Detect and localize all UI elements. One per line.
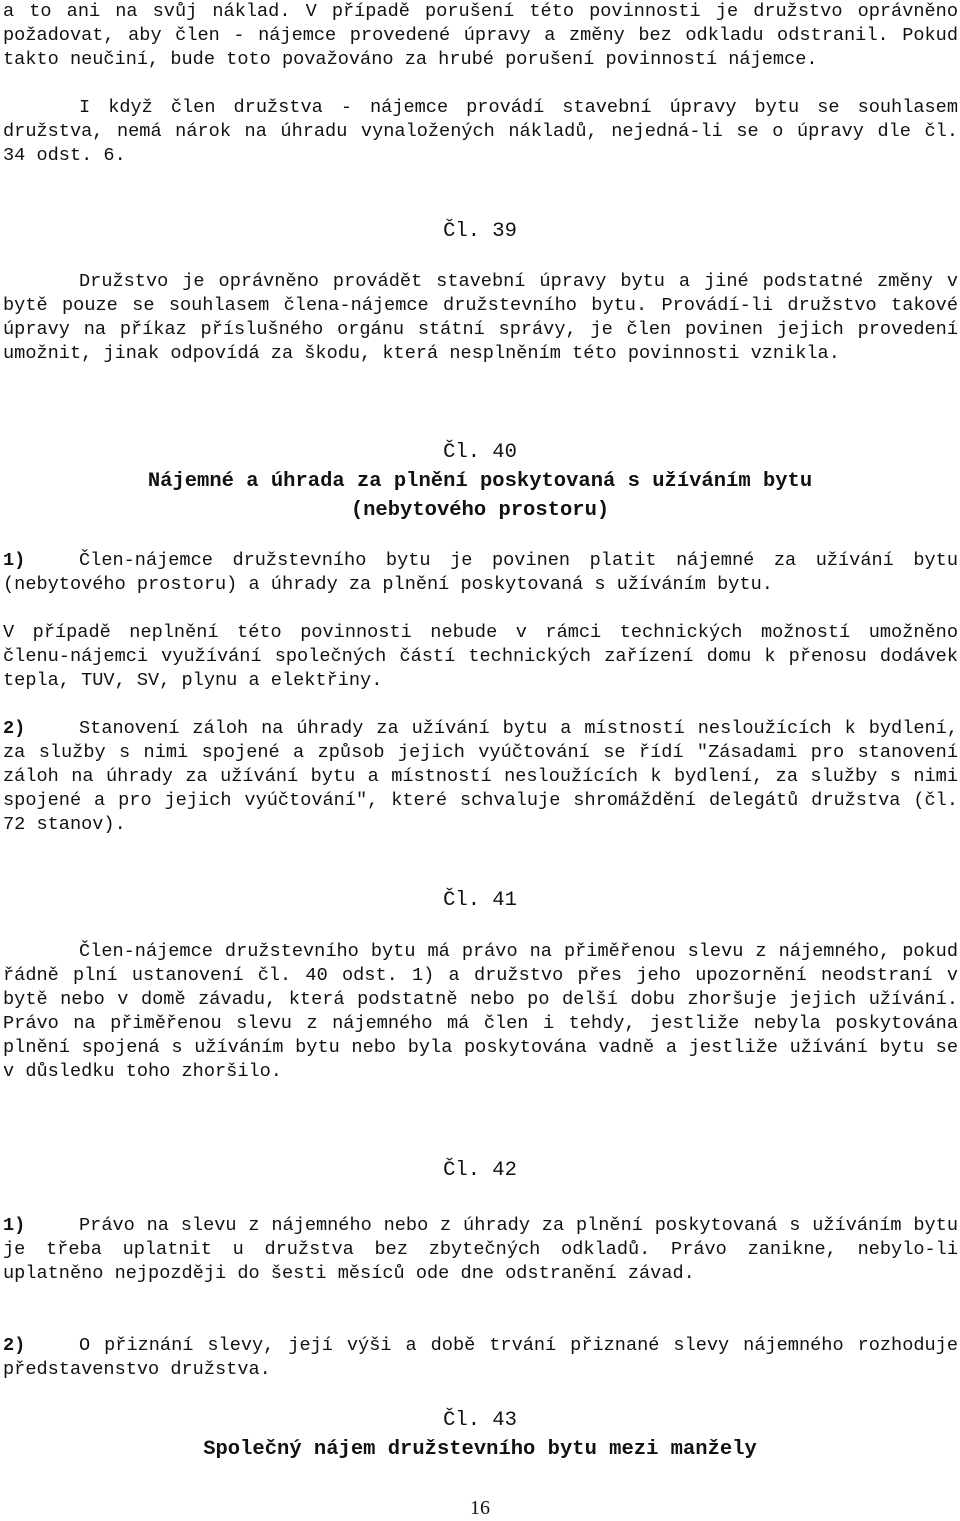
article-41-text: Člen-nájemce družstevního bytu má právo na přiměřenou slevu z nájemného, pokud řádně plní ustanovení čl. 40 odst. 1) a družstvo přes jeho upozornění neodstraní v bytě nebo v domě závadu, která podstatně nebo po delší dobu zhoršuje jejich užívání. Právo na přiměřenou slevu z nájemného má člen i tehdy, jestliže nebyla poskytována plnění spojená s užíváním bytu nebo byla poskytována vadně a jestliže užívání bytu se v důsledku toho zhoršilo. xyxy=(3,941,958,1082)
paragraph-number: 2) xyxy=(3,718,26,739)
article-39-text: Družstvo je oprávněno provádět stavební úpravy bytu a jiné podstatné změny v bytě pouze se souhlasem člena-nájemce družstevního bytu. Provádí-li družstvo takové úpravy na příkaz příslušného orgánu státní správy, je člen povinen jejich provedení umožnit, jinak odpovídá za škodu, která nesplněním této povinnosti vznikla. xyxy=(3,271,958,364)
article-40-paragraph-2 xyxy=(3,717,958,837)
intro-paragraph-1: a to ani na svůj náklad. V případě porušení této povinnosti je družstvo oprávněno požadovat, aby člen - nájemce provedené úpravy a změny bez odkladu odstranil. Pokud takto neučiní, bude toto považováno za hrubé porušení povinností nájemce. xyxy=(3,1,958,70)
article-43-title: Společný nájem družstevního bytu mezi manžely xyxy=(203,1438,757,1461)
article-41-heading: Čl. 41 xyxy=(443,889,517,912)
article-40-title-line-1: Nájemné a úhrada za plnění poskytovaná s užíváním bytu xyxy=(147,470,813,493)
article-40-paragraph-1-continued: V případě neplnění této povinnosti nebude v rámci technických možností umožněno členu-nájemci využívání společných částí technických zařízení domu k přenosu dodávek tepla, TUV, SV, plynu a elektřiny. xyxy=(3,622,958,691)
article-42-heading: Čl. 42 xyxy=(443,1159,517,1182)
article-42-paragraph-2 xyxy=(3,1334,958,1382)
paragraph-text: Člen-nájemce družstevního bytu je povinen platit nájemné za užívání bytu (nebytového prostoru) a úhrady za plnění poskytovaná s užíváním bytu. xyxy=(3,550,958,595)
paragraph-number: 1) xyxy=(3,550,26,571)
article-40-paragraph-1 xyxy=(3,549,958,597)
intro-paragraph-2: I když člen družstva - nájemce provádí stavební úpravy bytu se souhlasem družstva, nemá nárok na úhradu vynaložených nákladů, nejedná-li se o úpravy dle čl. 34 odst. 6. xyxy=(3,97,958,166)
article-40-heading: Čl. 40 xyxy=(443,441,517,464)
article-40-title-line-2: (nebytového prostoru) xyxy=(350,499,610,522)
paragraph-text: O přiznání slevy, její výši a době trvání přiznané slevy nájemného rozhoduje představenstvo družstva. xyxy=(3,1335,958,1380)
paragraph-text: Právo na slevu z nájemného nebo z úhrady za plnění poskytovaná s užíváním bytu je třeba uplatnit u družstva bez zbytečných odkladů. Právo zanikne, nebylo-li uplatněno nejpozději do šesti měsíců ode dne odstranění závad. xyxy=(3,1215,958,1284)
paragraph-number: 1) xyxy=(3,1215,26,1236)
article-39-heading: Čl. 39 xyxy=(443,220,517,243)
page-number: 16 xyxy=(470,1497,490,1519)
article-42-paragraph-1 xyxy=(3,1214,958,1286)
article-43-heading: Čl. 43 xyxy=(443,1409,517,1432)
paragraph-text: Stanovení záloh na úhrady za užívání bytu a místností nesloužících k bydlení, za služby s nimi spojené a způsob jejich vyúčtování se řídí "Zásadami pro stanovení záloh na úhrady za užívání bytu a místností nesloužících k bydlení, za služby s nimi spojené a pro jejich vyúčtování", které schvaluje shromáždění delegátů družstva (čl. 72 stanov). xyxy=(3,718,958,835)
paragraph-number: 2) xyxy=(3,1335,26,1356)
